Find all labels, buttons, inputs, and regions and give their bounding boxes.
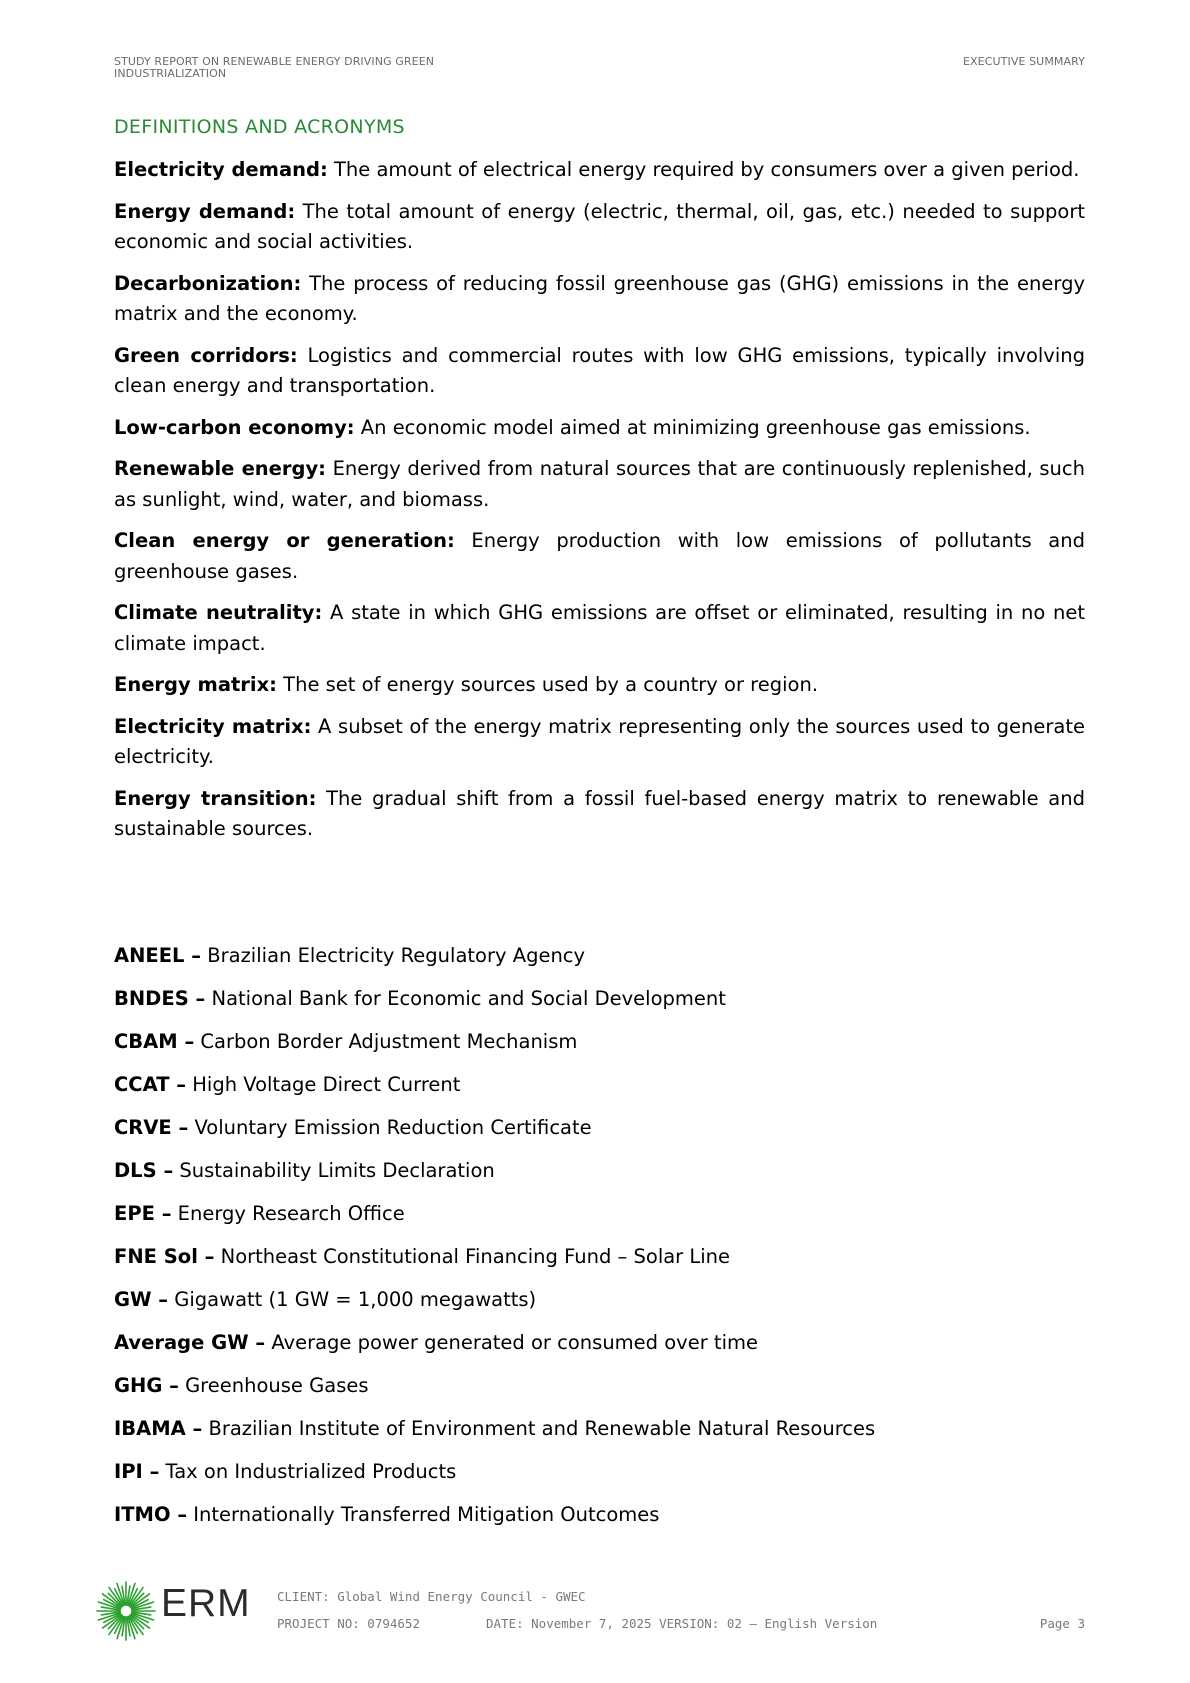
acronym-abbr: FNE Sol – [114, 1245, 215, 1268]
sunburst-logo-icon [95, 1580, 157, 1642]
acronym-item [114, 1285, 1085, 1328]
definition-text: The amount of electrical energy required by consumers over a given period. [327, 158, 1080, 181]
acronym-abbr: CRVE – [114, 1116, 189, 1139]
definition-term: Decarbonization: [114, 271, 302, 295]
definition-item [114, 598, 1085, 659]
definition-text: A state in which GHG emissions are offset or eliminated, resulting in no net climate impact. [114, 601, 1086, 655]
definition-text: A subset of the energy matrix representing only the sources used to generate electricity. [114, 714, 1086, 768]
definition-item [114, 784, 1085, 845]
acronyms-list [114, 941, 1085, 1543]
definition-item [114, 413, 1085, 444]
definition-text: Logistics and commercial routes with low GHG emissions, typically involving clean energy and transportation. [114, 343, 1086, 397]
acronym-item [114, 1113, 1085, 1156]
definition-term: Clean energy or generation: [114, 529, 455, 552]
acronym-item [114, 1242, 1085, 1285]
acronym-item [114, 1457, 1085, 1500]
acronym-text: Internationally Transferred Mitigation Outcomes [187, 1503, 660, 1526]
definition-term: Electricity demand: [114, 158, 328, 181]
definition-text: Energy derived from natural sources that are continuously replenished, such as sunlight, wind, water, and biomass. [114, 457, 1085, 511]
acronym-item [114, 1156, 1085, 1199]
acronym-item [114, 1371, 1085, 1414]
acronym-text: Tax on Industrialized Products [159, 1460, 457, 1483]
acronym-abbr: GHG – [114, 1374, 179, 1397]
acronym-item [114, 1328, 1085, 1371]
definition-item [114, 670, 1085, 701]
acronym-abbr: DLS – [114, 1159, 174, 1182]
acronym-text: National Bank for Economic and Social Development [205, 987, 726, 1010]
acronym-item [114, 1027, 1085, 1070]
header-section-name: EXECUTIVE SUMMARY [962, 55, 1085, 68]
definition-term: Electricity matrix: [114, 714, 312, 738]
definition-term: Renewable energy: [114, 457, 326, 480]
acronym-abbr: IBAMA – [114, 1417, 203, 1440]
footer-page-number: Page 3 [1039, 1616, 1085, 1631]
footer-date-version: DATE: November 7, 2025 VERSION: 02 – English Version [486, 1616, 878, 1631]
erm-logo [95, 1580, 251, 1640]
acronym-abbr: CBAM – [114, 1030, 195, 1053]
definition-item [114, 197, 1085, 258]
logo-wordmark: ERM [161, 1582, 251, 1625]
definition-item [114, 341, 1085, 402]
acronym-item [114, 941, 1085, 984]
header-report-title: STUDY REPORT ON RENEWABLE ENERGY DRIVING GREEN INDUSTRIALIZATION [114, 55, 435, 80]
acronym-text: Gigawatt (1 GW = 1,000 megawatts) [168, 1288, 537, 1311]
acronym-item [114, 1500, 1085, 1543]
acronym-text: Brazilian Electricity Regulatory Agency [201, 944, 586, 967]
footer-project-no: PROJECT NO: 0794652 [277, 1616, 420, 1631]
acronym-text: Carbon Border Adjustment Mechanism [194, 1030, 578, 1053]
definition-item [114, 269, 1085, 330]
acronym-abbr: ITMO – [114, 1503, 188, 1526]
acronym-abbr: IPI – [114, 1460, 160, 1483]
definition-term: Low-carbon economy: [114, 415, 355, 439]
definitions-list [114, 155, 1085, 856]
definition-term: Climate neutrality: [114, 601, 323, 624]
definition-text: The set of energy sources used by a country or region. [276, 673, 819, 696]
definition-item [114, 712, 1085, 773]
definition-text: An economic model aimed at minimizing greenhouse gas emissions. [354, 415, 1031, 439]
acronym-item [114, 984, 1085, 1027]
acronym-abbr: BNDES – [114, 987, 206, 1010]
acronym-abbr: Average GW – [114, 1331, 266, 1354]
acronym-text: Sustainability Limits Declaration [173, 1159, 495, 1182]
acronym-text: Voluntary Emission Reduction Certificate [188, 1116, 592, 1139]
definition-term: Energy demand: [114, 199, 296, 223]
acronym-text: Brazilian Institute of Environment and Renewable Natural Resources [202, 1417, 876, 1440]
acronym-text: High Voltage Direct Current [186, 1073, 461, 1096]
definition-text: Energy production with low emissions of pollutants and greenhouse gases. [114, 529, 1085, 583]
acronym-abbr: GW – [114, 1288, 169, 1311]
acronym-text: Greenhouse Gases [178, 1374, 369, 1397]
acronym-item [114, 1414, 1085, 1457]
acronym-abbr: CCAT – [114, 1073, 187, 1096]
acronym-item [114, 1199, 1085, 1242]
definition-text: The process of reducing fossil greenhouse gas (GHG) emissions in the energy matrix and the economy. [114, 271, 1085, 325]
definition-item [114, 526, 1085, 587]
acronym-text: Average power generated or consumed over time [265, 1331, 758, 1354]
acronym-abbr: EPE – [114, 1202, 172, 1225]
definition-text: The gradual shift from a fossil fuel-based energy matrix to renewable and sustainable sources. [114, 786, 1085, 840]
acronym-text: Energy Research Office [171, 1202, 405, 1225]
acronym-text: Northeast Constitutional Financing Fund – Solar Line [214, 1245, 731, 1268]
definition-text: The total amount of energy (electric, thermal, oil, gas, etc.) needed to support economic and social activities. [114, 199, 1085, 253]
definition-item [114, 155, 1085, 186]
acronym-item [114, 1070, 1085, 1113]
page-footer [0, 1580, 1190, 1650]
footer-client: CLIENT: Global Wind Energy Council - GWEC [277, 1589, 586, 1604]
definition-term: Green corridors: [114, 343, 298, 367]
definition-item [114, 454, 1085, 515]
acronym-abbr: ANEEL – [114, 944, 202, 967]
definition-term: Energy transition: [114, 786, 317, 810]
section-title: DEFINITIONS AND ACRONYMS [114, 116, 405, 138]
definition-term: Energy matrix: [114, 673, 277, 696]
